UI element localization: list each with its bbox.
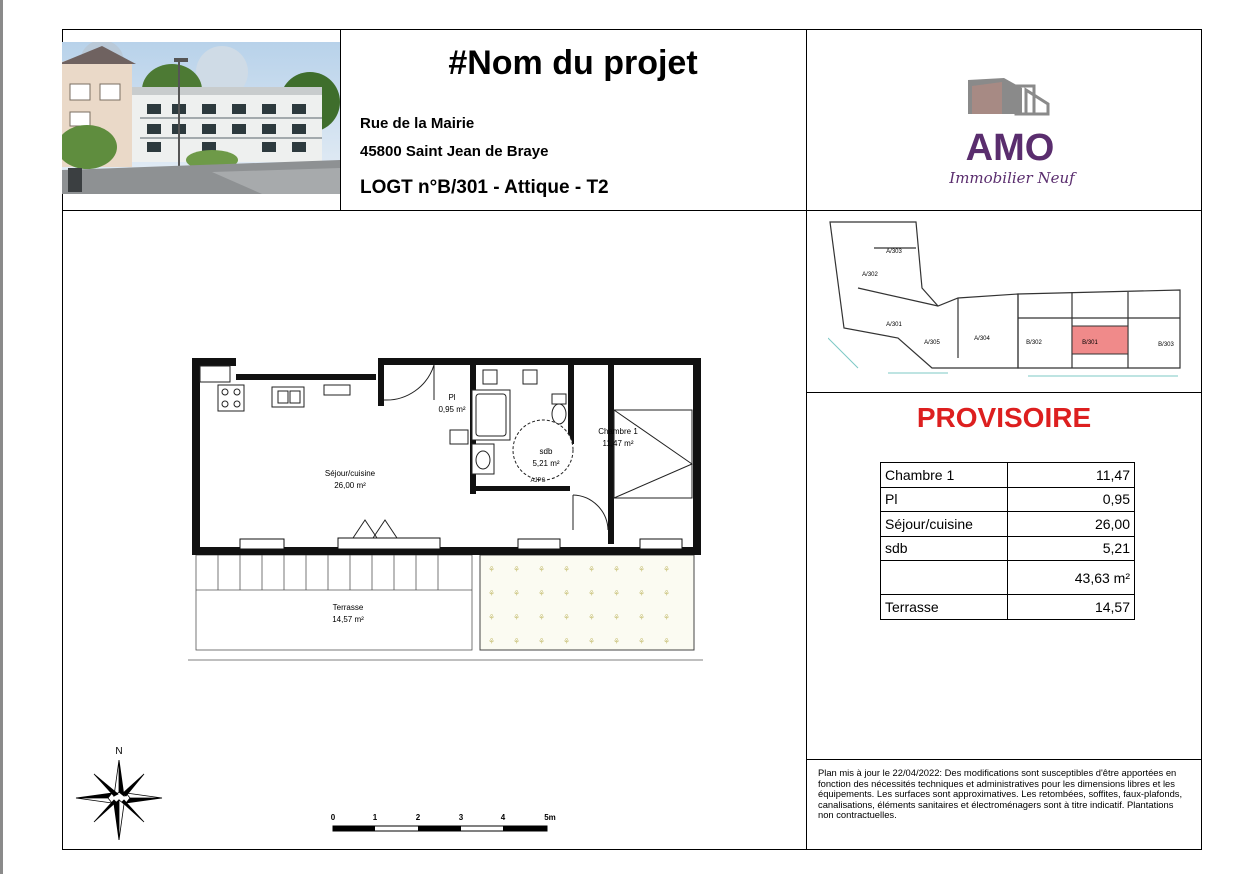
room-label-chambre: Chambre 1 <box>598 427 638 436</box>
svg-text:⚘: ⚘ <box>563 613 571 622</box>
disclaimer-note: Plan mis à jour le 22/04/2022: Des modifications sont susceptibles d'être apportées en fonction des nécessités techniques et administratives pour les dimensions libres et les équipements. Les surfaces sont approximatives. Les retombées, soffites, faux-plafonds, canalisations, éléments sanitaires et électroménagers sont à titre indicatif. Plantations non contractuelles. <box>818 767 1183 821</box>
key-label: A/304 <box>974 336 990 342</box>
area-table-total: 43,63 m² <box>1008 561 1135 595</box>
table-row <box>881 463 1135 488</box>
svg-text:⚘: ⚘ <box>663 589 671 598</box>
svg-text:⚘: ⚘ <box>538 589 546 598</box>
scale-tick: 1 <box>372 813 378 822</box>
svg-text:⚘: ⚘ <box>488 637 496 646</box>
svg-text:⚘: ⚘ <box>588 565 596 574</box>
svg-text:⚘: ⚘ <box>488 589 496 598</box>
svg-text:⚘: ⚘ <box>513 637 521 646</box>
company-logo <box>930 70 1090 200</box>
svg-text:⚘: ⚘ <box>538 637 546 646</box>
svg-text:⚘: ⚘ <box>563 589 571 598</box>
scale-tick: 4 <box>500 813 506 822</box>
divider <box>806 29 807 850</box>
scale-bar <box>325 810 570 838</box>
svg-text:⚘: ⚘ <box>538 613 546 622</box>
key-label: A/303 <box>886 249 902 255</box>
ajps-label: AJPS <box>530 478 546 484</box>
area-table-room: Chambre 1 <box>881 463 1008 488</box>
table-row <box>881 595 1135 620</box>
room-label-pl: Pl <box>448 393 456 402</box>
svg-text:⚘: ⚘ <box>638 589 646 598</box>
area-table-value: 0,95 <box>1008 487 1135 512</box>
area-table-room: Pl <box>881 487 1008 512</box>
svg-text:⚘: ⚘ <box>488 613 496 622</box>
floor-plan <box>188 350 708 665</box>
area-table-room: Séjour/cuisine <box>881 512 1008 537</box>
room-label-sejour: Séjour/cuisine <box>324 469 376 478</box>
scale-tick: 3 <box>458 813 464 822</box>
scale-tick: 2 <box>415 813 421 822</box>
key-label: B/303 <box>1158 342 1174 348</box>
status-label: PROVISOIRE <box>916 402 1092 433</box>
svg-text:⚘: ⚘ <box>513 613 521 622</box>
svg-text:⚘: ⚘ <box>563 565 571 574</box>
svg-text:⚘: ⚘ <box>613 637 621 646</box>
logo-brand: AMO <box>965 127 1055 169</box>
divider <box>806 392 1202 393</box>
svg-text:⚘: ⚘ <box>663 637 671 646</box>
divider <box>62 210 1202 211</box>
logo-tagline: Immobilier Neuf <box>949 169 1075 187</box>
room-area-chambre: 11,47 m² <box>602 439 634 448</box>
room-label-sdb: sdb <box>539 447 553 456</box>
key-plan <box>828 218 1184 380</box>
svg-text:⚘: ⚘ <box>638 565 646 574</box>
key-plan-highlight <box>1072 326 1128 354</box>
address-line-2: 45800 Saint Jean de Braye <box>360 143 549 160</box>
key-label: B/302 <box>1026 340 1042 346</box>
scale-tick: 5m <box>544 813 556 822</box>
lot-designation: LOGT n°B/301 - Attique - T2 <box>360 177 609 198</box>
page-edge <box>0 0 3 874</box>
svg-text:⚘: ⚘ <box>588 637 596 646</box>
area-table-room <box>881 561 1008 595</box>
room-area-sdb: 5,21 m² <box>532 459 560 468</box>
key-label: B/301 <box>1082 340 1098 346</box>
scale-tick: 0 <box>330 813 336 822</box>
svg-text:⚘: ⚘ <box>513 589 521 598</box>
compass-rose-icon <box>74 744 164 840</box>
divider <box>806 759 1202 760</box>
address-line-1: Rue de la Mairie <box>360 115 475 132</box>
room-label-terrasse: Terrasse <box>332 603 364 612</box>
area-table-value: 26,00 <box>1008 512 1135 537</box>
room-area-terrasse: 14,57 m² <box>332 615 364 624</box>
svg-text:⚘: ⚘ <box>663 565 671 574</box>
table-row <box>881 536 1135 561</box>
svg-text:⚘: ⚘ <box>663 613 671 622</box>
north-label: N <box>115 746 123 757</box>
area-table-room: sdb <box>881 536 1008 561</box>
svg-text:⚘: ⚘ <box>488 565 496 574</box>
svg-text:⚘: ⚘ <box>613 613 621 622</box>
svg-text:⚘: ⚘ <box>638 613 646 622</box>
table-row <box>881 561 1135 595</box>
table-row <box>881 487 1135 512</box>
key-label: A/301 <box>886 322 902 328</box>
svg-text:⚘: ⚘ <box>588 613 596 622</box>
area-table-value: 14,57 <box>1008 595 1135 620</box>
svg-text:⚘: ⚘ <box>638 637 646 646</box>
svg-text:⚘: ⚘ <box>563 637 571 646</box>
svg-text:⚘: ⚘ <box>613 589 621 598</box>
svg-text:⚘: ⚘ <box>538 565 546 574</box>
svg-text:⚘: ⚘ <box>588 589 596 598</box>
area-table <box>880 462 1135 620</box>
svg-text:⚘: ⚘ <box>613 565 621 574</box>
key-label: A/302 <box>862 272 878 278</box>
svg-text:⚘: ⚘ <box>513 565 521 574</box>
area-table-value: 11,47 <box>1008 463 1135 488</box>
room-area-pl: 0,95 m² <box>438 405 466 414</box>
project-title: #Nom du projet <box>448 44 698 82</box>
area-table-value: 5,21 <box>1008 536 1135 561</box>
room-area-sejour: 26,00 m² <box>334 481 366 490</box>
building-photo <box>62 42 340 194</box>
area-table-room: Terrasse <box>881 595 1008 620</box>
key-label: A/305 <box>924 340 940 346</box>
table-row <box>881 512 1135 537</box>
